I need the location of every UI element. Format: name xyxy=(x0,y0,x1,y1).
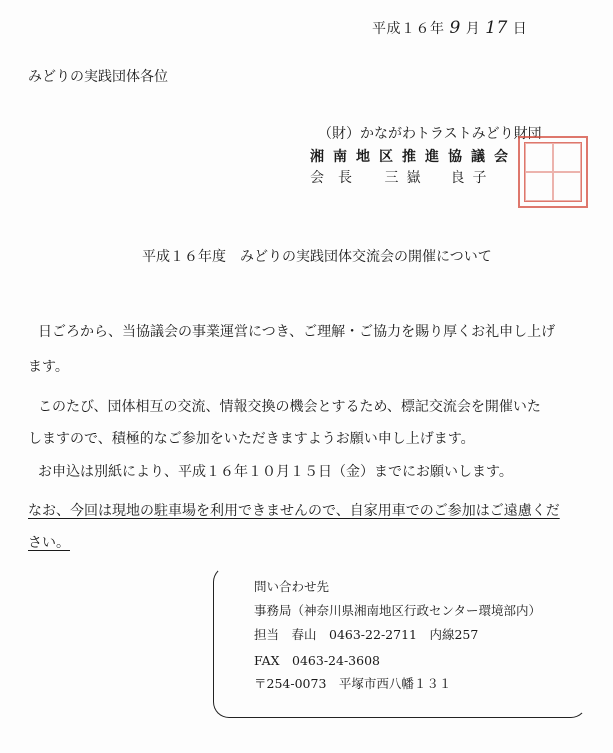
contact-fax: FAX 0463-24-3608 xyxy=(254,653,380,668)
sender-organization: （財）かながわトラストみどり財団 xyxy=(318,126,542,142)
paragraph-purpose-line1: このたび、団体相互の交流、情報交換の機会とするため、標記交流会を開催いた xyxy=(38,399,541,415)
paragraph-application-deadline: お申込は別紙により、平成１６年１０月１５日（金）までにお願いします。 xyxy=(38,464,513,480)
paragraph-greeting-line2: ます。 xyxy=(28,359,69,375)
paragraph-parking-notice-line2: さい。 xyxy=(28,535,70,551)
sender-representative xyxy=(310,167,494,187)
contact-person-phone: 担当 春山 0463-22-2711 内線257 xyxy=(254,627,479,642)
date-day: 17 xyxy=(485,18,508,38)
contact-office: 事務局（神奈川県湘南地区行政センター環境部内） xyxy=(254,603,542,618)
paragraph-parking-notice-line1: なお、今回は現地の駐車場を利用できませんので、自家用車でのご参加はご遠慮くだ xyxy=(28,503,560,519)
sender-council: 湘南地区推進協議会 xyxy=(310,149,517,165)
seal-pattern xyxy=(524,142,582,202)
date-day-unit: 日 xyxy=(512,21,528,37)
document-date xyxy=(372,18,527,38)
paragraph-greeting-line1: 日ごろから、当協議会の事業運営につき、ご理解・ご協力を賜り厚くお礼申し上げ xyxy=(38,324,556,340)
official-seal-stamp xyxy=(518,136,588,208)
sender-name: 三嶽 良子 xyxy=(384,170,495,186)
contact-heading: 問い合わせ先 xyxy=(254,579,330,594)
date-month-unit: 月 xyxy=(465,21,481,37)
paragraph-purpose-line2: しますので、積極的なご参加をいただきますようお願い申し上げます。 xyxy=(28,431,475,447)
recipient-line: みどりの実践団体各位 xyxy=(28,69,168,85)
date-era-year: 平成１６年 xyxy=(372,21,445,37)
contact-info-box xyxy=(213,566,587,718)
sender-role: 会長 xyxy=(310,170,366,186)
document-title: 平成１６年度 みどりの実践団体交流会の開催について xyxy=(142,249,492,265)
date-month: 9 xyxy=(449,18,461,38)
contact-address: 〒254-0073 平塚市西八幡１３１ xyxy=(254,676,452,691)
